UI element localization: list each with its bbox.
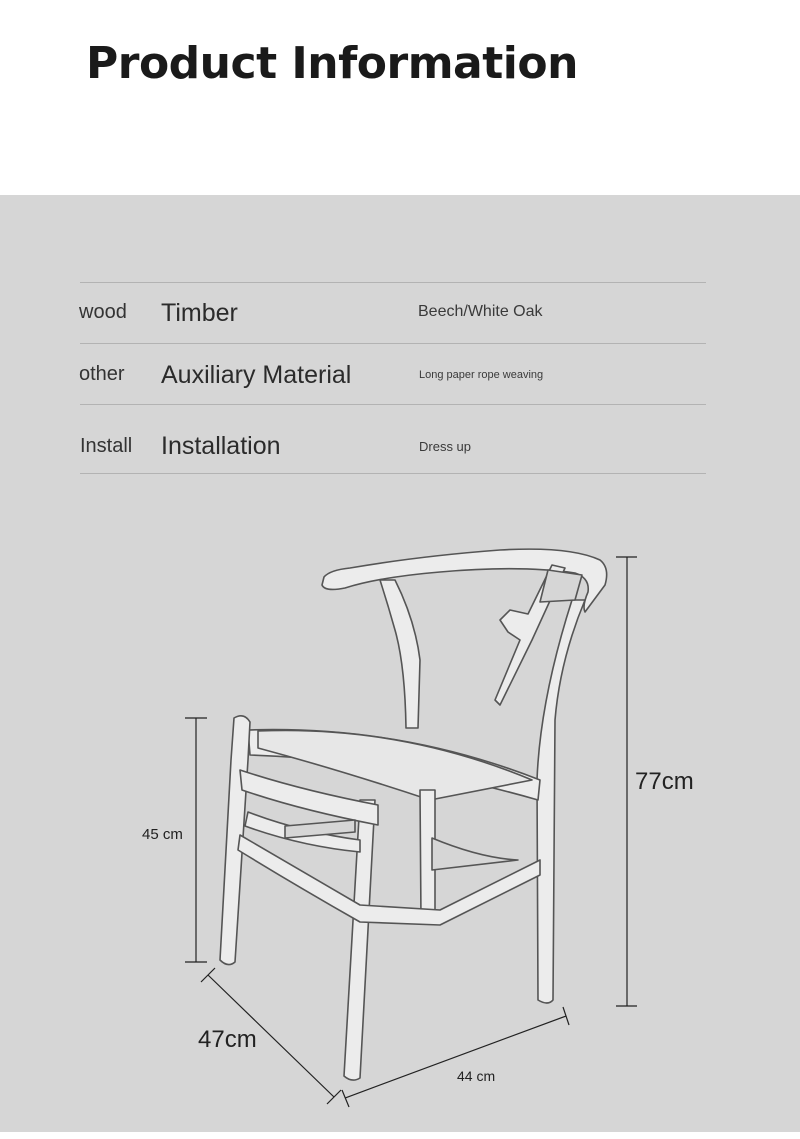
spec-name-installation: Installation [161, 432, 281, 460]
spec-name-timber: Timber [161, 299, 238, 327]
spec-category-other: other [79, 363, 125, 385]
chair-illustration [220, 549, 607, 1080]
spec-value-timber: Beech/White Oak [418, 303, 543, 320]
dimension-seat-height-label: 45 cm [142, 826, 183, 843]
dimension-height-label: 77cm [635, 768, 694, 795]
spec-category-wood: wood [79, 301, 127, 323]
spec-value-auxiliary-material: Long paper rope weaving [419, 369, 544, 381]
spec-name-auxiliary-material: Auxiliary Material [161, 361, 352, 389]
spec-value-installation: Dress up [419, 439, 472, 454]
page-title: Product Information [86, 38, 578, 89]
dimension-depth-label: 47cm [198, 1026, 257, 1053]
spec-category-install: Install [80, 435, 133, 457]
dimension-width-label: 44 cm [457, 1068, 496, 1084]
